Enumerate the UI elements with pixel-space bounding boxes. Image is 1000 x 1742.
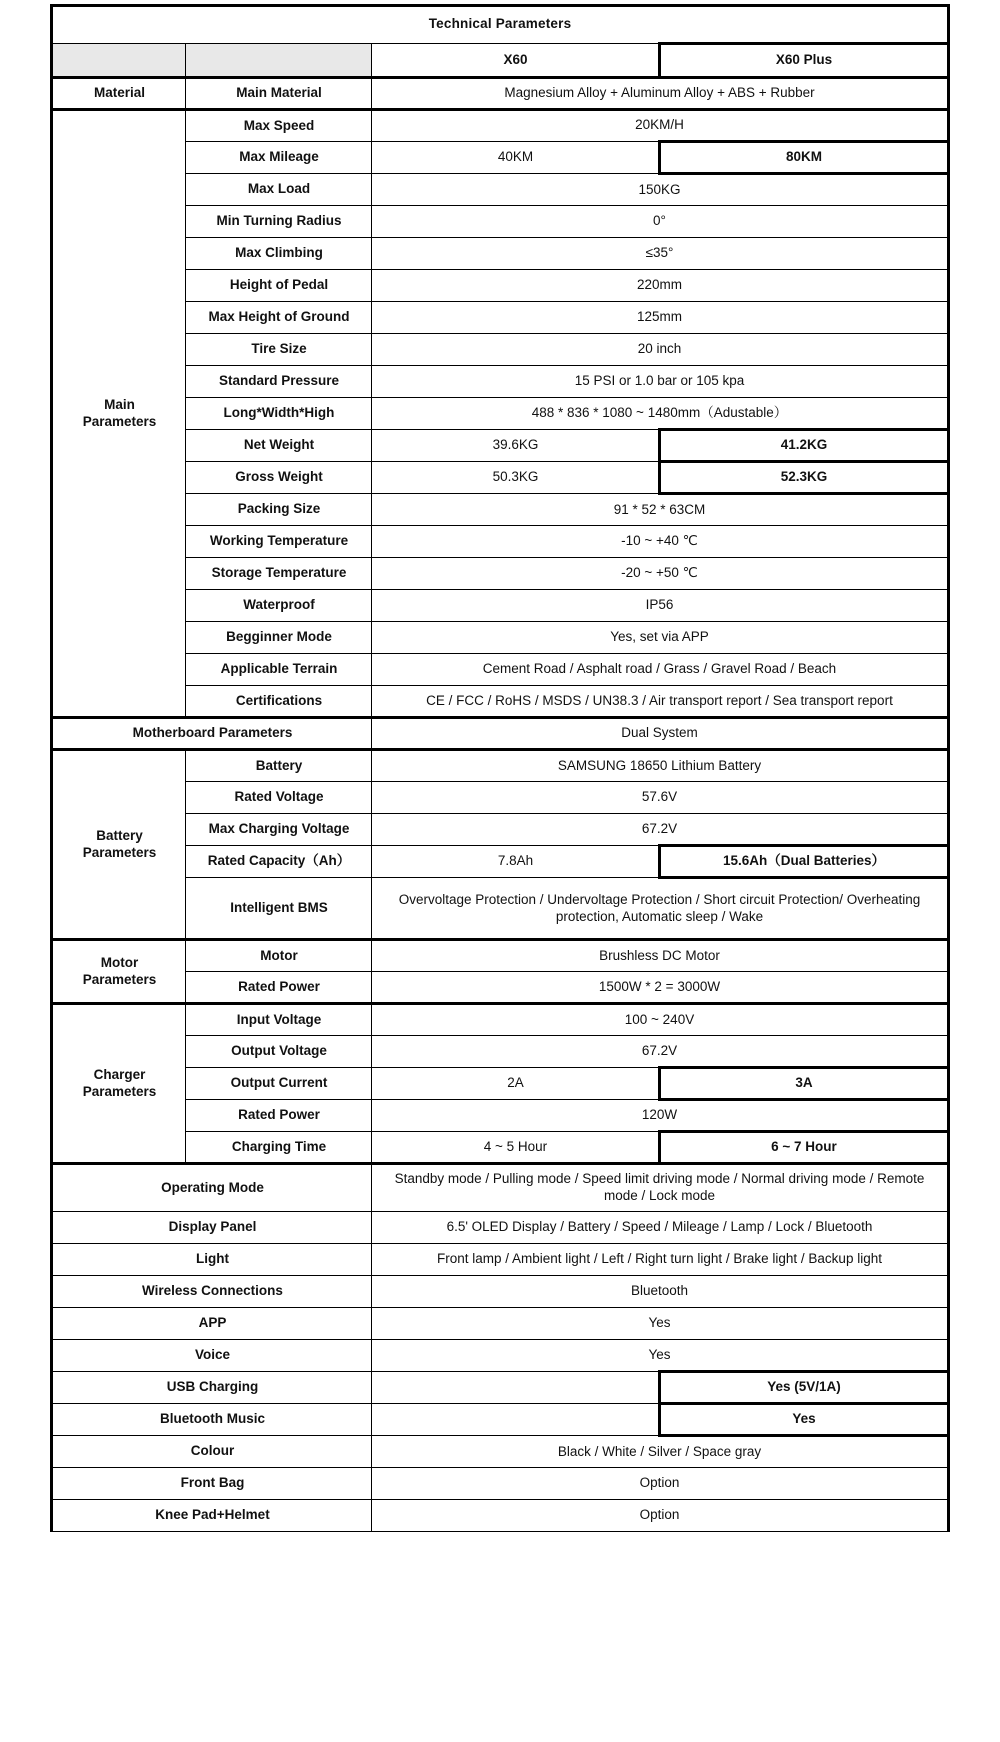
param-label-max-climbing: Max Climbing xyxy=(186,238,372,270)
header-model-x60: X60 xyxy=(372,44,660,78)
value-both: Cement Road / Asphalt road / Grass / Gravel Road / Beach xyxy=(372,654,948,686)
value-x60: 2A xyxy=(372,1068,660,1100)
value-x60-plus: 80KM xyxy=(660,142,948,174)
value-both: -20 ~ +50 ℃ xyxy=(372,558,948,590)
param-label-min-turning-radius: Min Turning Radius xyxy=(186,206,372,238)
param-label-rated-capacity-ah-: Rated Capacity（Ah） xyxy=(186,846,372,878)
param-label-operating-mode: Operating Mode xyxy=(52,1164,372,1212)
param-label-colour: Colour xyxy=(52,1436,372,1468)
table-row xyxy=(52,430,948,462)
value-both: 100 ~ 240V xyxy=(372,1004,948,1036)
param-label-intelligent-bms: Intelligent BMS xyxy=(186,878,372,940)
value-both: 67.2V xyxy=(372,814,948,846)
value-both: 6.5' OLED Display / Battery / Speed / Mileage / Lamp / Lock / Bluetooth xyxy=(372,1212,948,1244)
param-label-long-width-high: Long*Width*High xyxy=(186,398,372,430)
table-row xyxy=(52,1372,948,1404)
table-row xyxy=(52,78,948,110)
table-row xyxy=(52,1500,948,1532)
value-both: 125mm xyxy=(372,302,948,334)
value-both: IP56 xyxy=(372,590,948,622)
value-x60-plus: 3A xyxy=(660,1068,948,1100)
header-row xyxy=(52,44,948,78)
param-label-packing-size: Packing Size xyxy=(186,494,372,526)
value-both: 0° xyxy=(372,206,948,238)
table-body xyxy=(52,6,948,1532)
param-label-output-voltage: Output Voltage xyxy=(186,1036,372,1068)
table-row xyxy=(52,846,948,878)
value-x60-plus: Yes (5V/1A) xyxy=(660,1372,948,1404)
param-label-height-of-pedal: Height of Pedal xyxy=(186,270,372,302)
table-row xyxy=(52,142,948,174)
group-label-material: Material xyxy=(52,78,186,110)
value-x60 xyxy=(372,1372,660,1404)
table-row xyxy=(52,494,948,526)
table-row xyxy=(52,1100,948,1132)
table-row xyxy=(52,238,948,270)
table-row xyxy=(52,814,948,846)
value-both: ≤35° xyxy=(372,238,948,270)
value-both: Yes xyxy=(372,1308,948,1340)
value-x60-plus: 15.6Ah（Dual Batteries） xyxy=(660,846,948,878)
table-row xyxy=(52,558,948,590)
value-x60 xyxy=(372,1404,660,1436)
param-label-applicable-terrain: Applicable Terrain xyxy=(186,654,372,686)
group-label-charger: Charger Parameters xyxy=(52,1004,186,1164)
table-row xyxy=(52,750,948,782)
table-row xyxy=(52,398,948,430)
table-row xyxy=(52,462,948,494)
value-both: Front lamp / Ambient light / Left / Right turn light / Brake light / Backup light xyxy=(372,1244,948,1276)
param-label-max-charging-voltage: Max Charging Voltage xyxy=(186,814,372,846)
param-label-light: Light xyxy=(52,1244,372,1276)
param-label-display-panel: Display Panel xyxy=(52,1212,372,1244)
value-both: Yes xyxy=(372,1340,948,1372)
table-row xyxy=(52,1036,948,1068)
table-row xyxy=(52,526,948,558)
param-label-voice: Voice xyxy=(52,1340,372,1372)
param-label-output-current: Output Current xyxy=(186,1068,372,1100)
param-label-wireless-connections: Wireless Connections xyxy=(52,1276,372,1308)
value-both: Brushless DC Motor xyxy=(372,940,948,972)
group-label-main: Main Parameters xyxy=(52,110,186,718)
param-label-max-height-of-ground: Max Height of Ground xyxy=(186,302,372,334)
table-row xyxy=(52,1244,948,1276)
group-label-motor: Motor Parameters xyxy=(52,940,186,1004)
param-label-knee-pad-helmet: Knee Pad+Helmet xyxy=(52,1500,372,1532)
value-x60-plus: 6 ~ 7 Hour xyxy=(660,1132,948,1164)
table-row xyxy=(52,1068,948,1100)
value-both: Bluetooth xyxy=(372,1276,948,1308)
table-row xyxy=(52,1212,948,1244)
group-label-motherboard-parameters: Motherboard Parameters xyxy=(52,718,372,750)
value-both: 57.6V xyxy=(372,782,948,814)
param-label-charging-time: Charging Time xyxy=(186,1132,372,1164)
group-label-battery: Battery Parameters xyxy=(52,750,186,940)
value-both: 91 * 52 * 63CM xyxy=(372,494,948,526)
table-row xyxy=(52,972,948,1004)
value-x60: 50.3KG xyxy=(372,462,660,494)
motherboard-value: Dual System xyxy=(372,718,948,750)
value-both: 150KG xyxy=(372,174,948,206)
table-row xyxy=(52,1308,948,1340)
value-both: Option xyxy=(372,1468,948,1500)
param-label-front-bag: Front Bag xyxy=(52,1468,372,1500)
value-both: 1500W * 2 = 3000W xyxy=(372,972,948,1004)
table-row xyxy=(52,1276,948,1308)
value-both: Magnesium Alloy + Aluminum Alloy + ABS + Rubber xyxy=(372,78,948,110)
value-both: 488 * 836 * 1080 ~ 1480mm（Adustable） xyxy=(372,398,948,430)
param-label-battery: Battery xyxy=(186,750,372,782)
header-model-x60-plus: X60 Plus xyxy=(660,44,948,78)
header-group-blank xyxy=(52,44,186,78)
value-both: 120W xyxy=(372,1100,948,1132)
param-label-working-temperature: Working Temperature xyxy=(186,526,372,558)
page-title: Technical Parameters xyxy=(52,6,948,44)
table-row xyxy=(52,878,948,940)
param-label-max-speed: Max Speed xyxy=(186,110,372,142)
param-label-tire-size: Tire Size xyxy=(186,334,372,366)
table-row xyxy=(52,174,948,206)
title-row xyxy=(52,6,948,44)
param-label-standard-pressure: Standard Pressure xyxy=(186,366,372,398)
table-row xyxy=(52,782,948,814)
param-label-app: APP xyxy=(52,1308,372,1340)
param-label-motor: Motor xyxy=(186,940,372,972)
value-both: Option xyxy=(372,1500,948,1532)
table-row xyxy=(52,1340,948,1372)
param-label-waterproof: Waterproof xyxy=(186,590,372,622)
param-label-input-voltage: Input Voltage xyxy=(186,1004,372,1036)
value-x60-plus: 52.3KG xyxy=(660,462,948,494)
param-label-usb-charging: USB Charging xyxy=(52,1372,372,1404)
value-both: 67.2V xyxy=(372,1036,948,1068)
table-row xyxy=(52,1404,948,1436)
value-x60: 39.6KG xyxy=(372,430,660,462)
param-label-main-material: Main Material xyxy=(186,78,372,110)
table-row xyxy=(52,622,948,654)
value-both: -10 ~ +40 ℃ xyxy=(372,526,948,558)
value-both: Yes, set via APP xyxy=(372,622,948,654)
table-row xyxy=(52,654,948,686)
table-row xyxy=(52,940,948,972)
table-row xyxy=(52,110,948,142)
table-row xyxy=(52,686,948,718)
value-x60-plus: 41.2KG xyxy=(660,430,948,462)
section-row-motherboard xyxy=(52,718,948,750)
value-both: 220mm xyxy=(372,270,948,302)
param-label-bluetooth-music: Bluetooth Music xyxy=(52,1404,372,1436)
table-row xyxy=(52,1468,948,1500)
param-label-max-mileage: Max Mileage xyxy=(186,142,372,174)
value-both: 15 PSI or 1.0 bar or 105 kpa xyxy=(372,366,948,398)
param-label-gross-weight: Gross Weight xyxy=(186,462,372,494)
param-label-rated-power: Rated Power xyxy=(186,1100,372,1132)
value-x60: 4 ~ 5 Hour xyxy=(372,1132,660,1164)
value-both: Black / White / Silver / Space gray xyxy=(372,1436,948,1468)
value-x60-plus: Yes xyxy=(660,1404,948,1436)
param-label-storage-temperature: Storage Temperature xyxy=(186,558,372,590)
value-both: SAMSUNG 18650 Lithium Battery xyxy=(372,750,948,782)
value-both: 20 inch xyxy=(372,334,948,366)
table-row xyxy=(52,270,948,302)
table-row xyxy=(52,366,948,398)
table-row xyxy=(52,1164,948,1212)
value-x60: 7.8Ah xyxy=(372,846,660,878)
value-both: 20KM/H xyxy=(372,110,948,142)
table-row xyxy=(52,302,948,334)
value-both: Standby mode / Pulling mode / Speed limit driving mode / Normal driving mode / Remote mode / Lock mode xyxy=(372,1164,948,1212)
param-label-certifications: Certifications xyxy=(186,686,372,718)
table-row xyxy=(52,1004,948,1036)
param-label-rated-power: Rated Power xyxy=(186,972,372,1004)
value-x60: 40KM xyxy=(372,142,660,174)
table-row xyxy=(52,334,948,366)
technical-parameters-table xyxy=(50,4,949,1532)
table-row xyxy=(52,590,948,622)
table-row xyxy=(52,206,948,238)
param-label-rated-voltage: Rated Voltage xyxy=(186,782,372,814)
param-label-net-weight: Net Weight xyxy=(186,430,372,462)
param-label-begginner-mode: Begginner Mode xyxy=(186,622,372,654)
value-both: CE / FCC / RoHS / MSDS / UN38.3 / Air transport report / Sea transport report xyxy=(372,686,948,718)
param-label-max-load: Max Load xyxy=(186,174,372,206)
header-parameter-blank xyxy=(186,44,372,78)
table-row xyxy=(52,1436,948,1468)
table-row xyxy=(52,1132,948,1164)
value-both: Overvoltage Protection / Undervoltage Protection / Short circuit Protection/ Overheating protection, Automatic sleep / Wake xyxy=(372,878,948,940)
